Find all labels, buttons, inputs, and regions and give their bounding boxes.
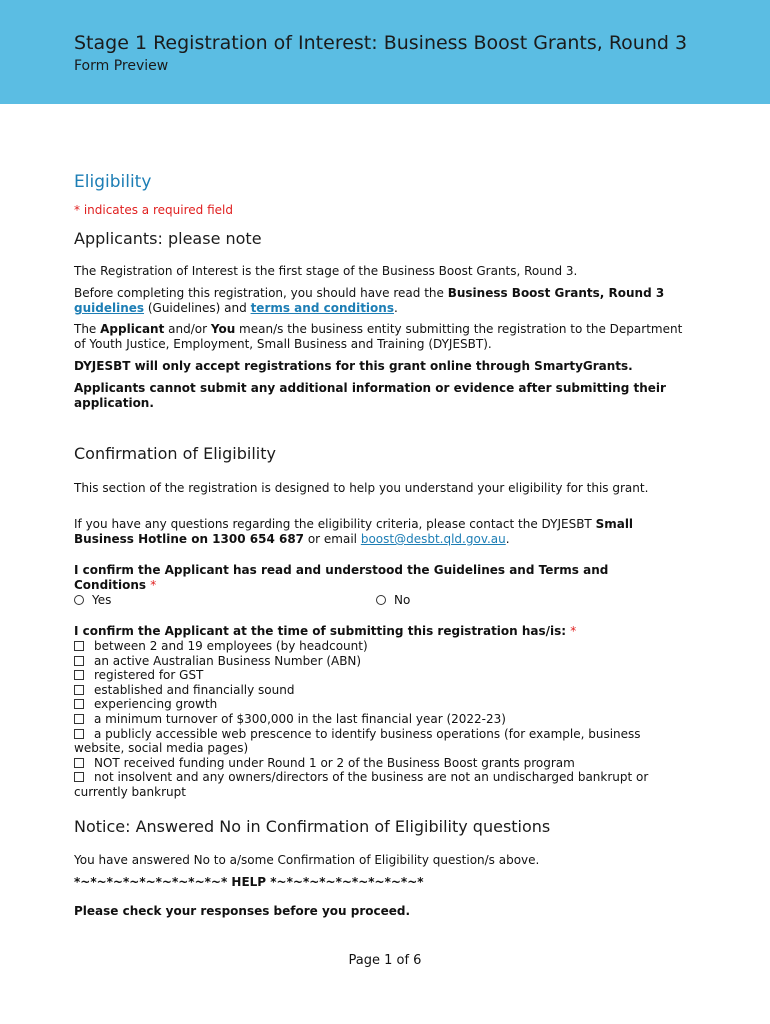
radio-label-no: No	[394, 593, 411, 607]
guidelines-link[interactable]: guidelines	[74, 301, 145, 315]
applicants-note-heading: Applicants: please note	[74, 229, 262, 248]
text-span: If you have any questions regarding the eligibility criteria, please contact the DYJESBT	[74, 517, 596, 531]
notice-help-line: *~*~*~*~*~*~*~*~*~* HELP *~*~*~*~*~*~*~*~*~*	[74, 875, 424, 889]
checkbox-item-employees[interactable]	[74, 639, 674, 654]
checkbox-item-turnover[interactable]	[74, 712, 674, 727]
email-link[interactable]: boost@desbt.qld.gov.au	[360, 532, 506, 546]
radio-circle-icon[interactable]	[74, 595, 84, 605]
notice-paragraph-1: You have answered No to a/some Confirmation of Eligibility question/s above.	[74, 853, 540, 867]
checkbox-icon[interactable]	[74, 641, 84, 651]
checkbox-icon[interactable]	[74, 772, 84, 782]
form-title: Stage 1 Registration of Interest: Business Boost Grants, Round 3	[74, 32, 688, 54]
question-2-label	[74, 624, 684, 639]
text-span: The	[74, 322, 101, 336]
required-star: *	[570, 624, 577, 638]
question-2-checkbox-list	[74, 639, 674, 800]
checkbox-icon[interactable]	[74, 758, 84, 768]
notice-heading: Notice: Answered No in Confirmation of Eligibility questions	[74, 817, 551, 836]
question-2-text: I confirm the Applicant at the time of submitting this registration has/is:	[74, 624, 567, 638]
checkbox-label: established and financially sound	[94, 682, 295, 697]
checkbox-label: a publicly accessible web prescence to identify business operations (for example, business website, social media pages)	[74, 726, 641, 756]
checkbox-item-abn[interactable]	[74, 654, 674, 669]
checkbox-label: experiencing growth	[94, 697, 218, 712]
radio-option-no[interactable]	[376, 593, 410, 608]
checkbox-label: between 2 and 19 employees (by headcount)	[94, 639, 368, 653]
applicants-note-paragraph-4: DYJESBT will only accept registrations for this grant online through SmartyGrants.	[74, 359, 633, 373]
applicants-note-paragraph-3	[74, 322, 684, 352]
checkbox-icon[interactable]	[74, 714, 84, 724]
checkbox-item-not-insolvent[interactable]	[74, 770, 674, 799]
text-span: (Guidelines) and	[144, 301, 251, 315]
checkbox-label: NOT received funding under Round 1 or 2 of the Business Boost grants program	[94, 755, 575, 770]
required-field-note: * indicates a required field	[74, 203, 233, 217]
checkbox-icon[interactable]	[74, 656, 84, 666]
terms-and-conditions-link[interactable]: terms and conditions	[250, 301, 394, 315]
text-span: Before completing this registration, you should have read the	[74, 286, 448, 300]
checkbox-label: not insolvent and any owners/directors of the business are not an undischarged bankrupt or currently bankrupt	[74, 770, 649, 799]
checkbox-icon[interactable]	[74, 729, 84, 739]
hotline-bold: Small Business Hotline on 1300 654 687	[74, 517, 634, 546]
question-1-label	[74, 563, 684, 593]
form-subtitle: Form Preview	[74, 58, 169, 74]
text-span: .	[505, 532, 510, 546]
question-1-text: I confirm the Applicant has read and understood the Guidelines and Terms and Conditions	[74, 563, 609, 592]
header-banner	[0, 0, 770, 104]
text-span: and/or	[164, 322, 211, 336]
checkbox-item-growth[interactable]	[74, 697, 674, 712]
applicants-note-paragraph-5: Applicants cannot submit any additional information or evidence after submitting their application.	[74, 381, 666, 410]
section-heading-eligibility: Eligibility	[74, 172, 152, 192]
radio-option-yes[interactable]	[74, 593, 111, 608]
checkbox-icon[interactable]	[74, 670, 84, 680]
applicants-note-paragraph-1: The Registration of Interest is the first stage of the Business Boost Grants, Round 3.	[74, 264, 578, 278]
you-bold: You	[210, 322, 236, 336]
page-number: Page 1 of 6	[348, 953, 422, 968]
radio-label-yes: Yes	[92, 593, 112, 607]
checkbox-item-gst[interactable]	[74, 668, 674, 683]
text-span: .	[393, 301, 398, 315]
checkbox-item-web-presence[interactable]	[74, 727, 674, 756]
grant-name-bold: Business Boost Grants, Round 3	[447, 286, 665, 300]
applicant-bold: Applicant	[100, 322, 165, 336]
required-star: *	[150, 578, 157, 592]
checkbox-icon[interactable]	[74, 685, 84, 695]
checkbox-icon[interactable]	[74, 699, 84, 709]
confirmation-heading: Confirmation of Eligibility	[74, 444, 276, 463]
applicants-note-paragraph-2	[74, 286, 684, 316]
checkbox-label: a minimum turnover of $300,000 in the last financial year (2022-23)	[94, 711, 506, 726]
confirmation-paragraph-1: This section of the registration is designed to help you understand your eligibility for this grant.	[74, 481, 649, 495]
text-span: or email	[304, 532, 361, 546]
checkbox-label: registered for GST	[94, 668, 204, 683]
checkbox-item-no-prior-funding[interactable]	[74, 756, 674, 771]
confirmation-paragraph-2	[74, 517, 684, 547]
radio-circle-icon[interactable]	[376, 595, 386, 605]
checkbox-item-established[interactable]	[74, 683, 674, 698]
checkbox-label: an active Australian Business Number (ABN)	[94, 653, 362, 668]
notice-paragraph-3: Please check your responses before you proceed.	[74, 904, 411, 918]
text-span: mean/s the business entity submitting the registration to the Department of Youth Justice, Employment, Small Business and Training (DYJESBT).	[74, 322, 683, 351]
